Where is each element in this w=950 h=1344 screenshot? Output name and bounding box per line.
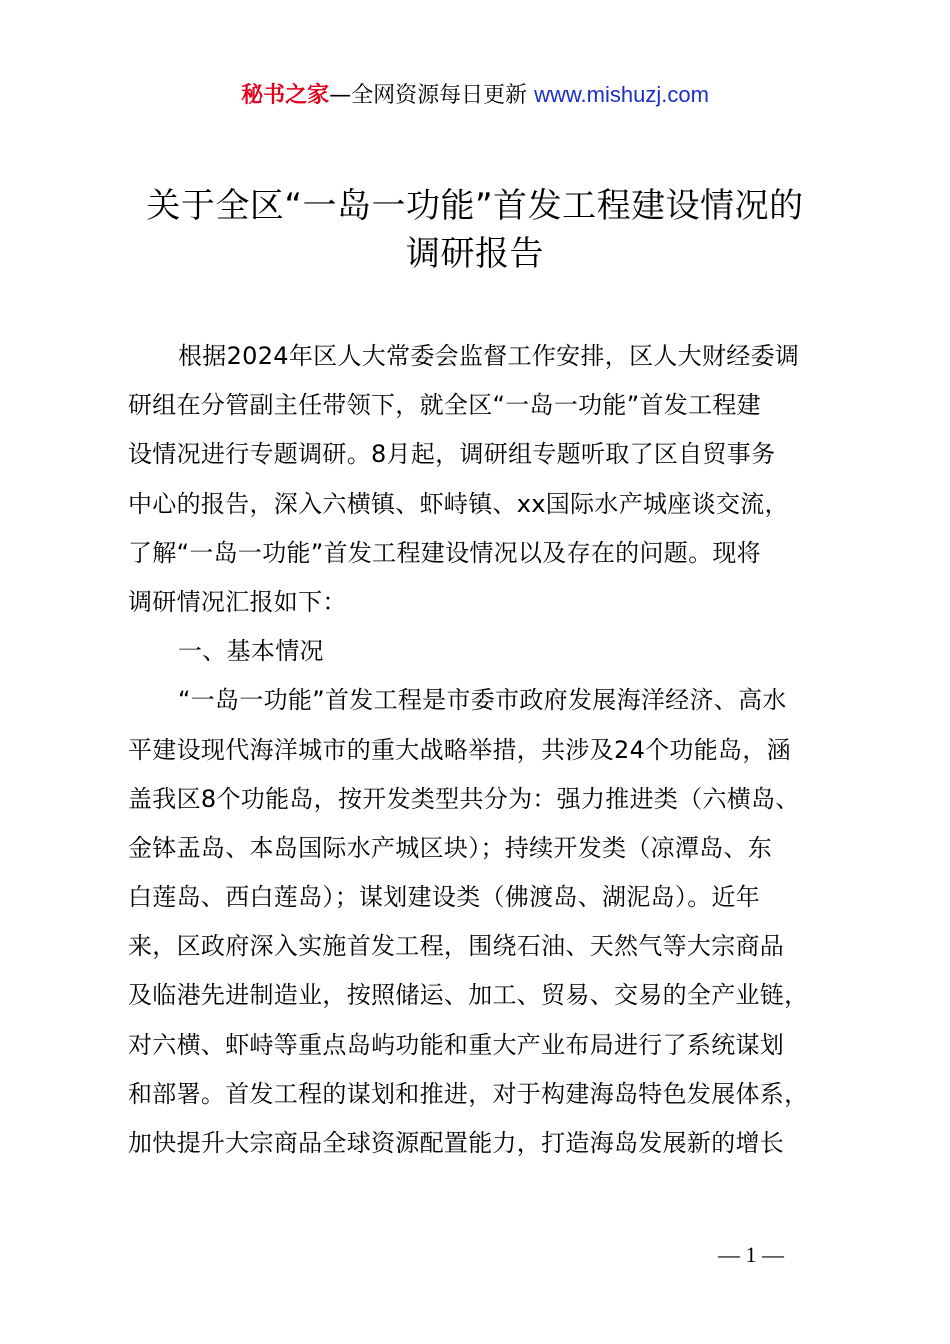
site-brand: 秘书之家 xyxy=(241,83,330,108)
title-line-1: 关于全区“一岛一功能”首发工程建设情况的 xyxy=(146,186,804,226)
paragraph-line: 设情况进行专题调研。8月起，调研组专题听取了区自贸事务 xyxy=(128,440,776,469)
paragraph-line: 根据2024年区人大常委会监督工作安排，区人大财经委调 xyxy=(178,342,800,370)
paragraph-line: 盖我区8个功能岛，按开发类型共分为：强力推进类（六横岛、 xyxy=(128,784,800,813)
document-title xyxy=(100,182,850,278)
title-line-2: 调研报告 xyxy=(406,234,544,274)
paragraph-line: 了解“一岛一功能”首发工程建设情况以及存在的问题。现将 xyxy=(128,538,761,567)
paragraph-line: 平建设现代海洋城市的重大战略举措，共涉及24个功能岛，涵 xyxy=(128,735,791,764)
site-tagline: —全网资源每日更新 xyxy=(329,83,535,108)
paragraph-line: “一岛一功能”首发工程是市委市政府发展海洋经济、高水 xyxy=(178,686,787,715)
paragraph-line: 加快提升大宗商品全球资源配置能力，打造海岛发展新的增长 xyxy=(128,1129,785,1157)
paragraph-line: 来，区政府深入实施首发工程，围绕石油、天然气等大宗商品 xyxy=(128,932,785,961)
paragraph-line: 对六横、虾峙等重点岛屿功能和重大产业布局进行了系统谋划 xyxy=(128,1030,785,1059)
document-body xyxy=(128,332,838,1168)
paragraph-line: 白莲岛、西白莲岛）；谋划建设类（佛渡岛、湖泥岛）。近年 xyxy=(128,883,761,912)
page-number: — 1 — xyxy=(718,1242,784,1267)
section-heading: 一、基本情况 xyxy=(178,637,324,666)
paragraph-line: 研组在分管副主任带领下，就全区“一岛一功能”首发工程建 xyxy=(128,391,761,420)
paragraph-line: 和部署。首发工程的谋划和推进，对于构建海岛特色发展体系， xyxy=(128,1079,809,1108)
paragraph-line: 中心的报告，深入六横镇、虾峙镇、xx国际水产城座谈交流， xyxy=(128,489,789,518)
paragraph-line: 及临港先进制造业，按照储运、加工、贸易、交易的全产业链， xyxy=(128,981,809,1010)
paragraph-line: 调研情况汇报如下： xyxy=(128,587,347,616)
site-header-banner xyxy=(0,78,950,113)
paragraph-line: 金钵盂岛、本岛国际水产城区块）；持续开发类（凉潭岛、东 xyxy=(128,833,773,862)
site-url-link[interactable]: www.mishuzj.com xyxy=(534,82,709,107)
